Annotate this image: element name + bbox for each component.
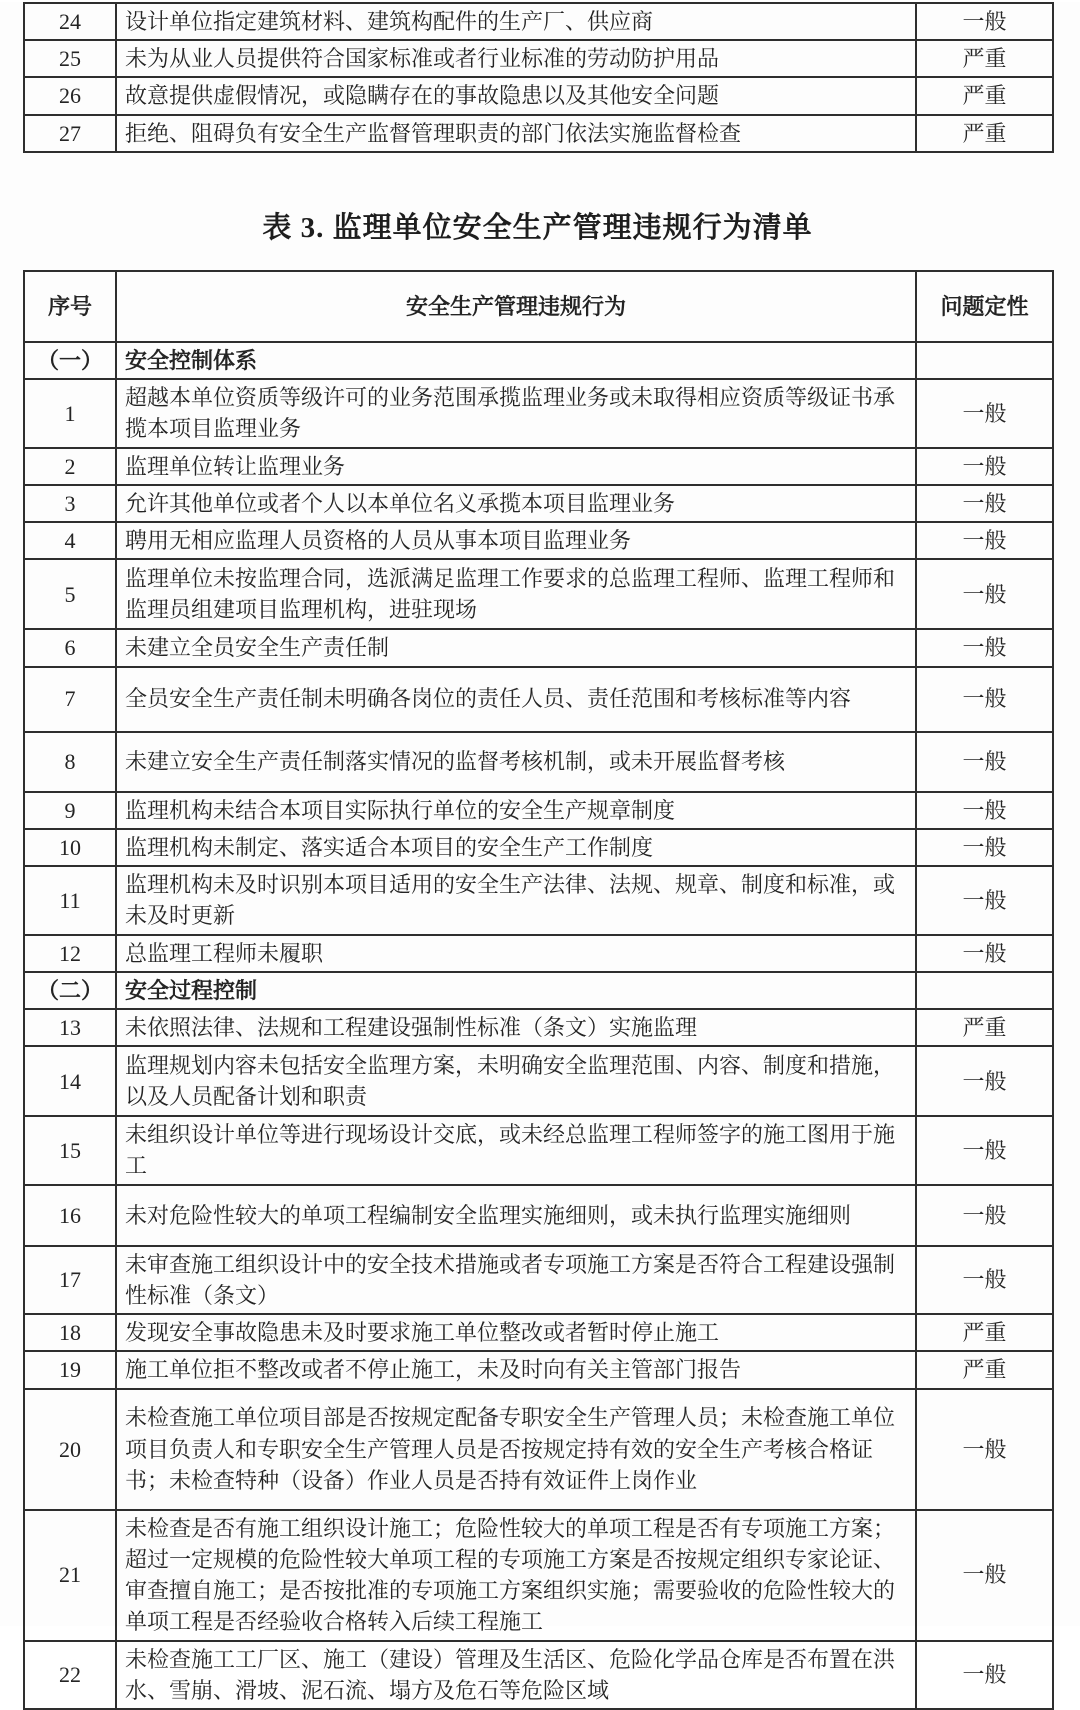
severity-cell: 严重 [916, 115, 1053, 152]
row-number-cell: 14 [24, 1046, 116, 1116]
table-title: 表 3. 监理单位安全生产管理违规行为清单 [262, 211, 813, 244]
table-row [24, 1046, 1053, 1116]
row-number-cell: 27 [24, 115, 116, 152]
row-number-cell: 18 [24, 1314, 116, 1351]
header-no: 序号 [24, 271, 116, 342]
table-row [24, 1116, 1053, 1184]
row-number-cell: 26 [24, 77, 116, 114]
severity-cell: 一般 [916, 792, 1053, 829]
severity-cell: 严重 [916, 1009, 1053, 1046]
row-number-cell: 4 [24, 522, 116, 559]
violation-behavior-cell: 监理单位转让监理业务 [116, 448, 916, 485]
severity-cell [916, 342, 1053, 379]
violation-behavior-cell: 未建立全员安全生产责任制 [116, 629, 916, 666]
row-number-cell: 11 [24, 866, 116, 934]
violation-behavior-cell: 未审查施工组织设计中的安全技术措施或者专项施工方案是否符合工程建设强制性标准（条文） [116, 1246, 916, 1314]
violation-behavior-cell: 监理机构未及时识别本项目适用的安全生产法律、法规、规章、制度和标准，或未及时更新 [116, 866, 916, 934]
row-number-cell: 22 [24, 1641, 116, 1709]
severity-cell: 一般 [916, 629, 1053, 666]
violation-behavior-cell: 聘用无相应监理人员资格的人员从事本项目监理业务 [116, 522, 916, 559]
table-row [24, 829, 1053, 866]
violation-behavior-cell: 发现安全事故隐患未及时要求施工单位整改或者暂时停止施工 [116, 1314, 916, 1351]
supervision-violations-table [23, 270, 1054, 1710]
violation-behavior-cell: 监理规划内容未包括安全监理方案，未明确安全监理范围、内容、制度和措施，以及人员配备计划和职责 [116, 1046, 916, 1116]
severity-cell: 一般 [916, 1389, 1053, 1510]
header-row [24, 271, 1053, 342]
severity-cell: 一般 [916, 866, 1053, 934]
row-number-cell: 6 [24, 629, 116, 666]
violation-behavior-cell: 未依照法律、法规和工程建设强制性标准（条文）实施监理 [116, 1009, 916, 1046]
row-number-cell: 1 [24, 379, 116, 447]
table-row [24, 3, 1053, 40]
table-row [24, 792, 1053, 829]
severity-cell: 一般 [916, 732, 1053, 792]
row-number-cell: 17 [24, 1246, 116, 1314]
violation-behavior-cell: 未检查是否有施工组织设计施工；危险性较大的单项工程是否有专项施工方案；超过一定规模的危险性较大单项工程的专项施工方案是否按规定组织专家论证、审查擅自施工；是否按批准的专项施工方案组织实施；需要验收的危险性较大的单项工程是否经验收合格转入后续工程施工 [116, 1510, 916, 1641]
severity-cell: 一般 [916, 1246, 1053, 1314]
severity-cell: 一般 [916, 1641, 1053, 1709]
section-row [24, 342, 1053, 379]
violation-behavior-cell: 未检查施工工厂区、施工（建设）管理及生活区、危险化学品仓库是否布置在洪水、雪崩、滑坡、泥石流、塌方及危石等危险区域 [116, 1641, 916, 1709]
severity-cell: 一般 [916, 448, 1053, 485]
violation-behavior-cell: 超越本单位资质等级许可的业务范围承揽监理业务或未取得相应资质等级证书承揽本项目监理业务 [116, 379, 916, 447]
table-row [24, 448, 1053, 485]
section-row [24, 972, 1053, 1009]
violation-behavior-cell: 全员安全生产责任制未明确各岗位的责任人员、责任范围和考核标准等内容 [116, 667, 916, 732]
severity-cell: 严重 [916, 40, 1053, 77]
header-severity: 问题定性 [916, 271, 1053, 342]
violation-behavior-cell: 拒绝、阻碍负有安全生产监督管理职责的部门依法实施监督检查 [116, 115, 916, 152]
table-row [24, 1246, 1053, 1314]
row-number-cell: 7 [24, 667, 116, 732]
document-page [0, 2, 1080, 1703]
row-number-cell: （一） [24, 342, 116, 379]
table-row [24, 1351, 1053, 1388]
severity-cell: 一般 [916, 522, 1053, 559]
severity-cell: 严重 [916, 1351, 1053, 1388]
row-number-cell: 15 [24, 1116, 116, 1184]
violation-behavior-cell: 总监理工程师未履职 [116, 935, 916, 972]
table-row [24, 1641, 1053, 1709]
row-number-cell: 3 [24, 485, 116, 522]
row-number-cell: 21 [24, 1510, 116, 1641]
severity-cell: 一般 [916, 3, 1053, 40]
severity-cell: 一般 [916, 559, 1053, 629]
table-row [24, 732, 1053, 792]
severity-cell: 一般 [916, 1510, 1053, 1641]
violation-behavior-cell: 监理机构未结合本项目实际执行单位的安全生产规章制度 [116, 792, 916, 829]
row-number-cell: 8 [24, 732, 116, 792]
severity-cell: 一般 [916, 379, 1053, 447]
section-label-cell: 安全控制体系 [116, 342, 916, 379]
violation-behavior-cell: 未建立安全生产责任制落实情况的监督考核机制，或未开展监督考核 [116, 732, 916, 792]
row-number-cell: 24 [24, 3, 116, 40]
row-number-cell: 12 [24, 935, 116, 972]
continued-violations-table [23, 2, 1054, 153]
violation-behavior-cell: 设计单位指定建筑材料、建筑构配件的生产厂、供应商 [116, 3, 916, 40]
table-row [24, 379, 1053, 447]
row-number-cell: 19 [24, 1351, 116, 1388]
table-row [24, 629, 1053, 666]
table-row [24, 935, 1053, 972]
header-behavior: 安全生产管理违规行为 [116, 271, 916, 342]
severity-cell: 一般 [916, 829, 1053, 866]
table-row [24, 40, 1053, 77]
table-row [24, 866, 1053, 934]
violation-behavior-cell: 施工单位拒不整改或者不停止施工，未及时向有关主管部门报告 [116, 1351, 916, 1388]
row-number-cell: 10 [24, 829, 116, 866]
table-row [24, 559, 1053, 629]
violation-behavior-cell: 监理单位未按监理合同，选派满足监理工作要求的总监理工程师、监理工程师和监理员组建项目监理机构，进驻现场 [116, 559, 916, 629]
row-number-cell: 5 [24, 559, 116, 629]
table-row [24, 115, 1053, 152]
row-number-cell: 2 [24, 448, 116, 485]
row-number-cell: 13 [24, 1009, 116, 1046]
severity-cell: 一般 [916, 935, 1053, 972]
table-row [24, 1314, 1053, 1351]
violation-behavior-cell: 未组织设计单位等进行现场设计交底，或未经总监理工程师签字的施工图用于施工 [116, 1116, 916, 1184]
table-row [24, 1009, 1053, 1046]
row-number-cell: （二） [24, 972, 116, 1009]
severity-cell [916, 972, 1053, 1009]
violation-behavior-cell: 监理机构未制定、落实适合本项目的安全生产工作制度 [116, 829, 916, 866]
severity-cell: 一般 [916, 1185, 1053, 1246]
section-label-cell: 安全过程控制 [116, 972, 916, 1009]
severity-cell: 严重 [916, 77, 1053, 114]
row-number-cell: 9 [24, 792, 116, 829]
table-row [24, 77, 1053, 114]
table-row [24, 1510, 1053, 1641]
table-row [24, 1389, 1053, 1510]
severity-cell: 一般 [916, 485, 1053, 522]
violation-behavior-cell: 未对危险性较大的单项工程编制安全监理实施细则，或未执行监理实施细则 [116, 1185, 916, 1246]
table-row [24, 1185, 1053, 1246]
row-number-cell: 16 [24, 1185, 116, 1246]
violation-behavior-cell: 故意提供虚假情况，或隐瞒存在的事故隐患以及其他安全问题 [116, 77, 916, 114]
row-number-cell: 20 [24, 1389, 116, 1510]
table-row [24, 522, 1053, 559]
violation-behavior-cell: 允许其他单位或者个人以本单位名义承揽本项目监理业务 [116, 485, 916, 522]
severity-cell: 一般 [916, 1116, 1053, 1184]
violation-behavior-cell: 未为从业人员提供符合国家标准或者行业标准的劳动防护用品 [116, 40, 916, 77]
row-number-cell: 25 [24, 40, 116, 77]
table-row [24, 485, 1053, 522]
severity-cell: 一般 [916, 1046, 1053, 1116]
severity-cell: 严重 [916, 1314, 1053, 1351]
violation-behavior-cell: 未检查施工单位项目部是否按规定配备专职安全生产管理人员；未检查施工单位项目负责人和专职安全生产管理人员是否按规定持有效的安全生产考核合格证书；未检查特种（设备）作业人员是否持有效证件上岗作业 [116, 1389, 916, 1510]
severity-cell: 一般 [916, 667, 1053, 732]
table-row [24, 667, 1053, 732]
